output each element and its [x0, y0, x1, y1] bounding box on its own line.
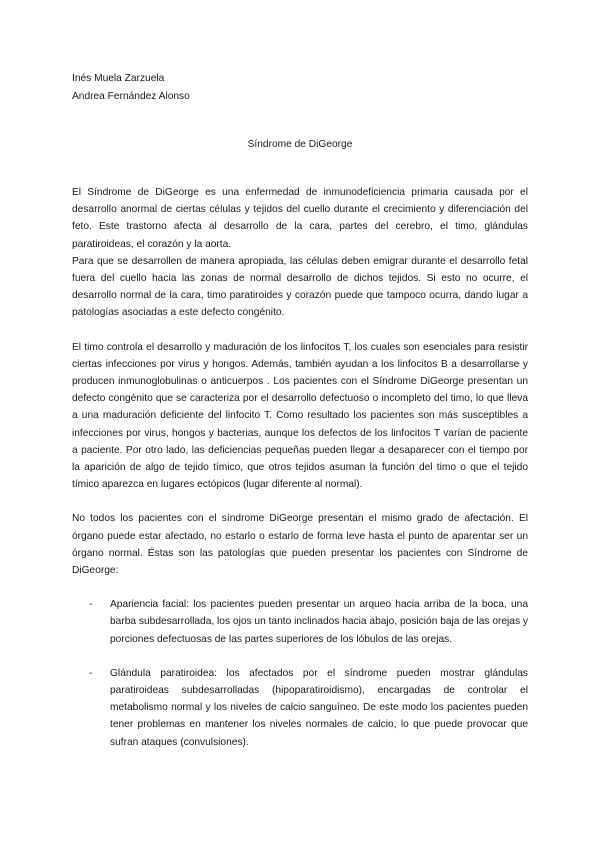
list-item-text: Glándula paratiroidea: los afectados por el síndrome pueden mostrar glándulas paratiroideas subdesarrolladas (hipoparatiroidismo), encargadas de controlar el metabolismo normal y los niveles de calcio sanguíneo. De este modo los pacientes pueden tener problemas en mantener los niveles normales de calcio, lo que puede provocar que sufran ataques (convulsiones).: [110, 667, 528, 748]
list-item-text: Apariencia facial: los pacientes pueden presentar un arqueo hacia arriba de la boca, una barba subdesarrollada, los ojos un tanto inclinados hacia abajo, posición baja de las orejas y porciones defectuosas de las partes superiores de los lóbulos de las orejas.: [110, 599, 528, 645]
development-paragraph: Para que se desarrollen de manera apropiada, las células deben emigrar durante el desarrollo fetal fuera del cuello hacia las zonas de normal desarrollo de dichos tejidos. Si esto no ocurre, el desarrollo normal de la cara, timo paratiroides y corazón puede que tampoco ocurra, dando lugar a patologías asociadas a este defecto congénito.: [72, 255, 528, 319]
thymus-paragraph: El timo controla el desarrollo y maduración de los linfocitos T, los cuales son esenciales para resistir ciertas infecciones por virus y hongos. Además, también ayudan a los linfocitos B a desarrollarse y producen inmunoglobulinas o anticuerpos . Los pacientes con el Síndrome DiGeorge presentan un defecto congénito que se caracteriza por el desarrollo defectuoso o incompleto del timo, lo que lleva a una maduración deficiente del linfocito T. Como resultado los pacientes son más susceptibles a infecciones por virus, hongos y bacterias, aunque los defectos de los linfocitos T varían de paciente a paciente. Por otro lado, las deficiencias pequeñas pueden llegar a desaparecer con el tiempo por la aparición de algo de tejido tímico, que otros tejidos asuman la función del timo o que el tejido tímico aparezca en lugares ectópicos (lugar diferente al normal).: [72, 341, 528, 491]
intro-paragraph: El Síndrome de DiGeorge es una enfermedad de inmunodeficiencia primaria causada por el desarrollo anormal de ciertas células y tejidos del cuello durante el crecimiento y diferenciación del feto. Este trastorno afecta al desarrollo de la cara, partes del cerebro, el timo, glándulas paratiroideas, el corazón y la aorta.: [72, 187, 528, 250]
affectation-paragraph: No todos los pacientes con el síndrome DiGeorge presentan el mismo grado de afectación. El órgano puede estar afectado, no estarlo o estarlo de forma leve hasta el punto de aparentar ser un órgano normal. Éstas son las patologías que pueden presentar los pacientes con Síndrome de DiGeorge:: [72, 513, 528, 577]
list-bullet: -: [89, 667, 93, 679]
author-name: Inés Muela Zarzuela: [72, 73, 165, 84]
pathology-list: [72, 596, 528, 751]
list-bullet: -: [89, 599, 93, 611]
document-title: Síndrome de DiGeorge: [247, 139, 353, 150]
list-item: [72, 596, 528, 648]
author-name: Andrea Fernández Alonso: [72, 91, 190, 102]
author-list: [72, 70, 528, 106]
list-item: [72, 665, 528, 751]
